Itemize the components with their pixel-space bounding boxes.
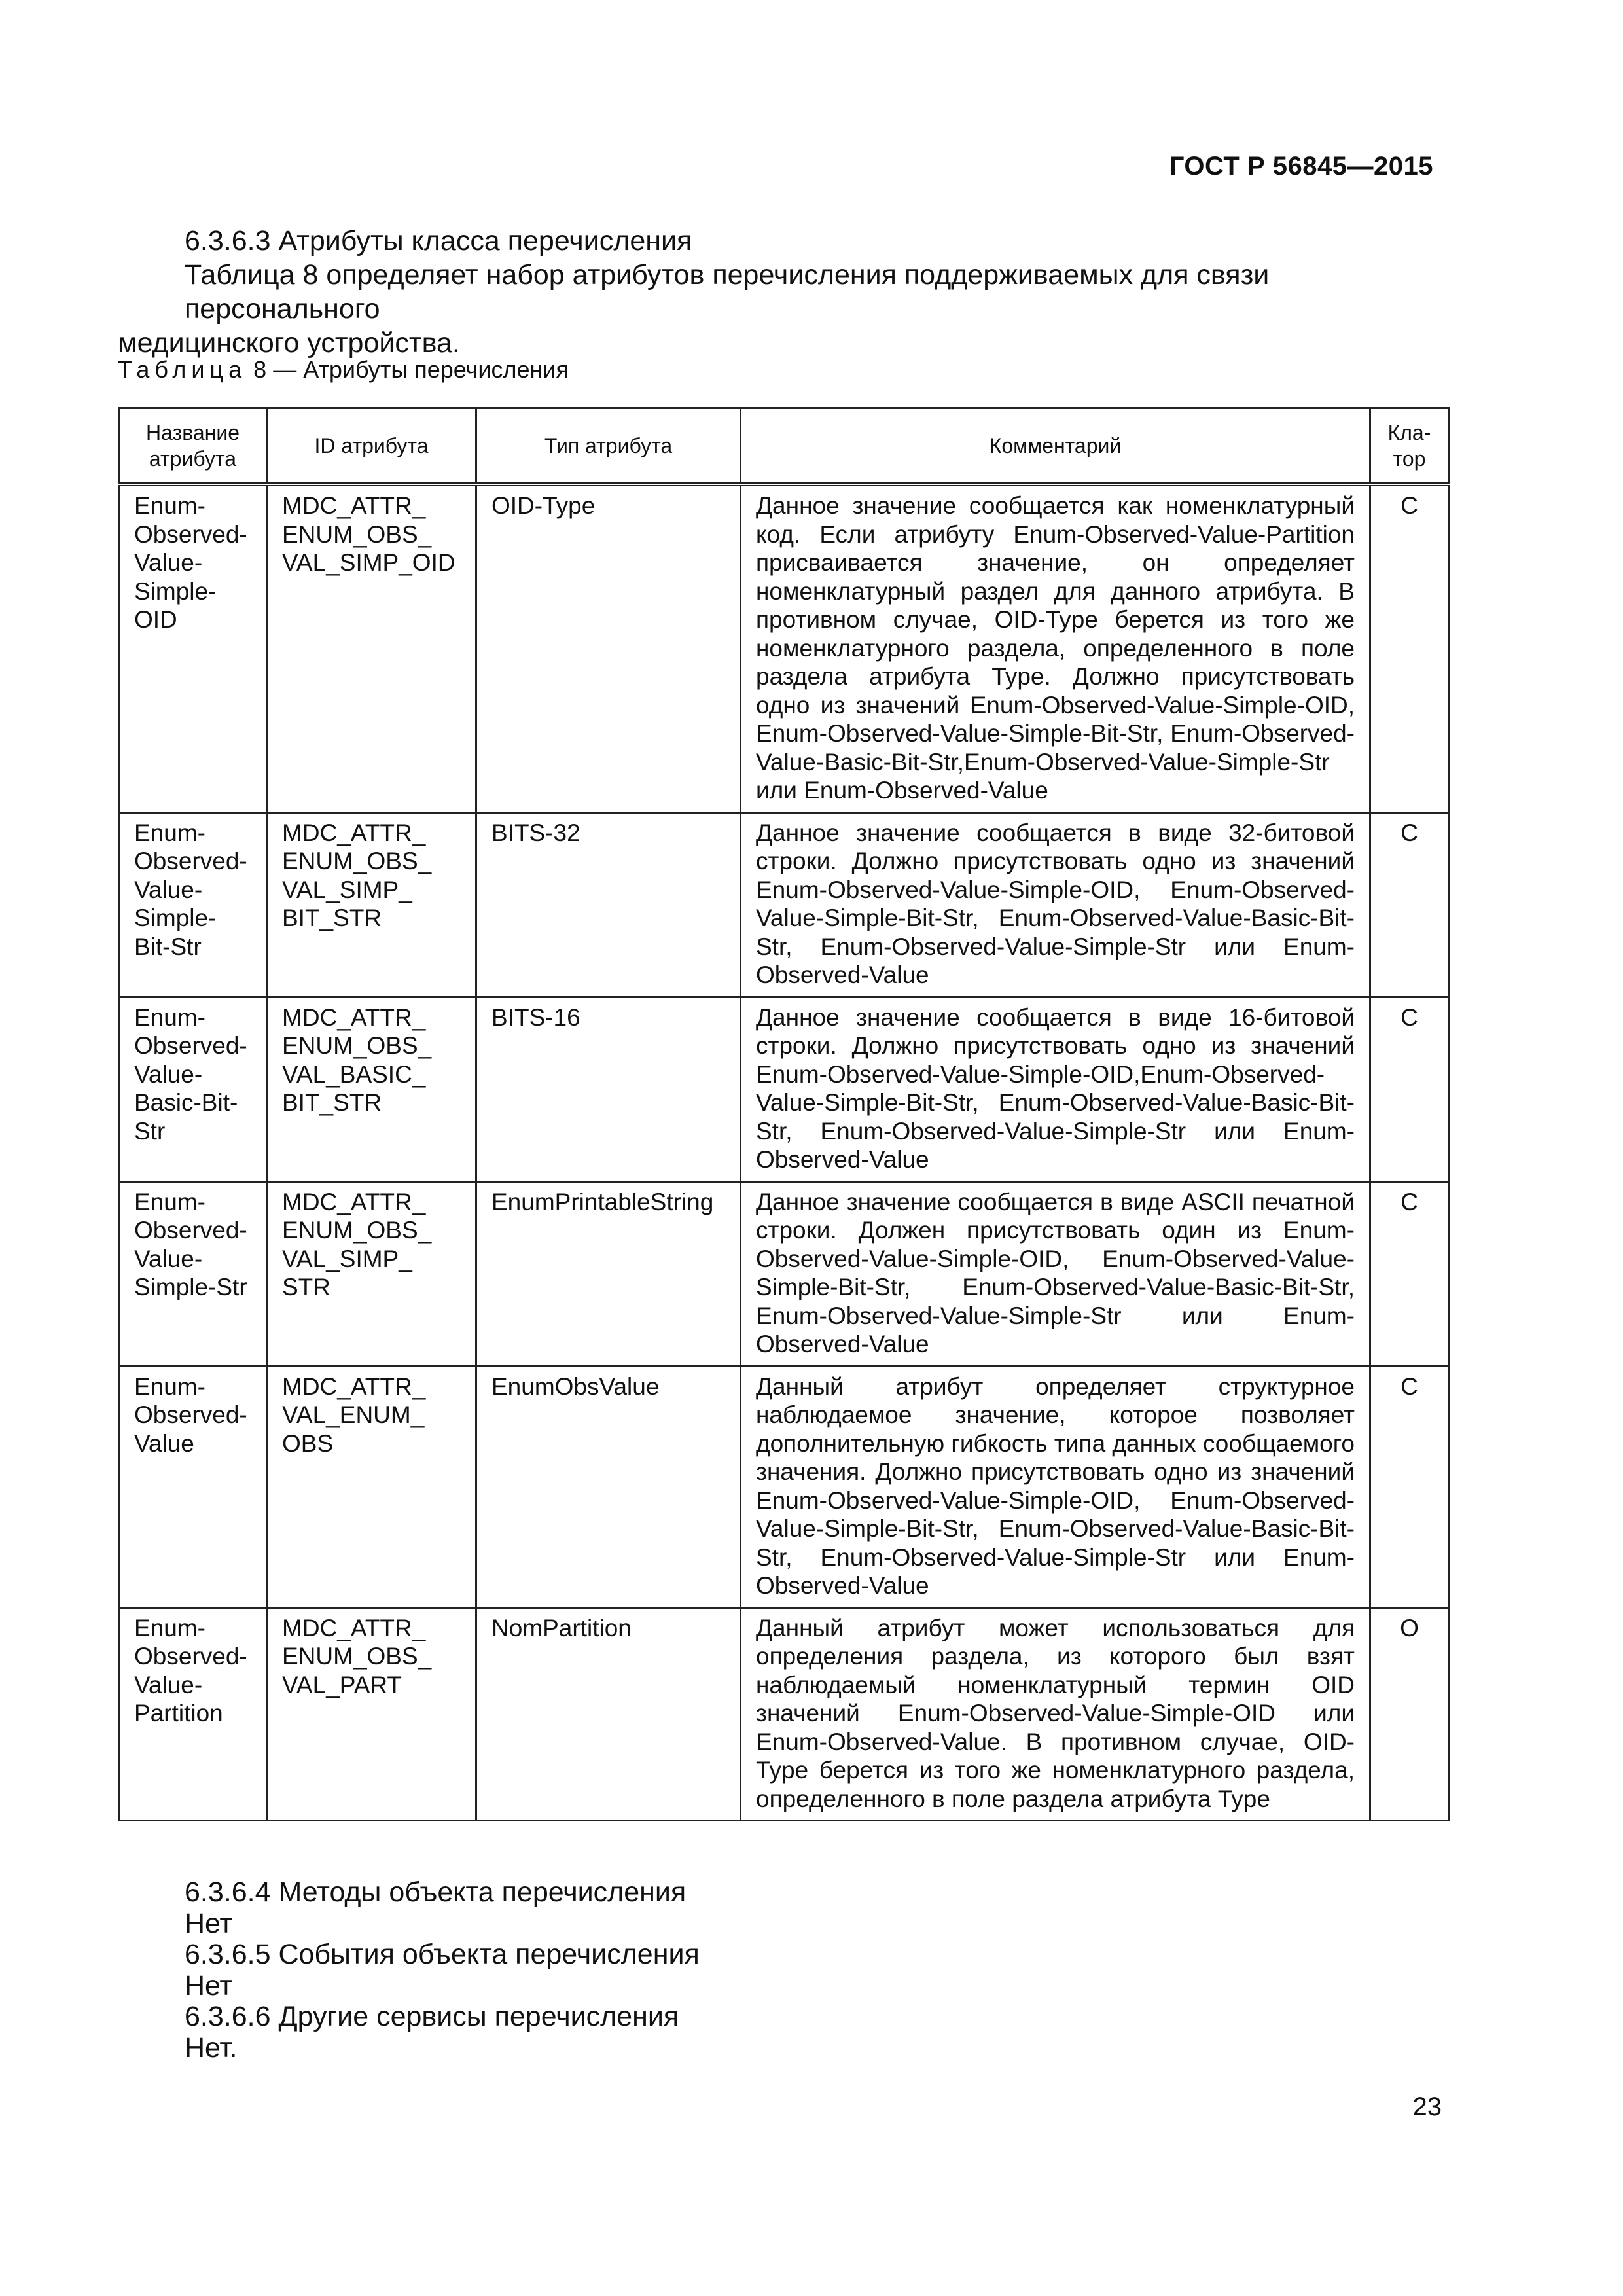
- table-row: [119, 997, 1449, 1181]
- table-row: [119, 1181, 1449, 1366]
- cell-attribute-name: Enum-Observed-Value-Partition: [119, 1607, 267, 1821]
- table-header-row: [119, 408, 1449, 485]
- cell-attribute-type: EnumPrintableString: [476, 1181, 741, 1366]
- cell-comment: Данный атрибут может использоваться для определения раздела, из которого был взят наблюдаемый номенклатурный термин OID значений Enum-Observed-Value-Simple-OID или Enum-Observed-Value. В противном случае, OID-Type берется из того же номенклатурного раздела, определенного в поле раздела атрибута Type: [741, 1607, 1370, 1821]
- cell-attribute-id: MDC_ATTR_ ENUM_OBS_ VAL_BASIC_ BIT_STR: [267, 997, 476, 1181]
- cell-attribute-name: Enum-Observed-Value: [119, 1366, 267, 1607]
- cell-comment: Данное значение сообщается как номенклатурный код. Если атрибуту Enum-Observed-Value-Partition присваивается значение, он определяет номенклатурный раздел для данного атрибута. В противном случае, OID-Type берется из того же номенклатурного раздела, определенного в поле раздела атрибута Type. Должно присутствовать одно из значений Enum-Observed-Value-Simple-OID, Enum-Observed-Value-Simple-Bit-Str, Enum-Observed-Value-Basic-Bit-Str,Enum-Observed-Value-Simple-Str или Enum-Observed-Value: [741, 484, 1370, 812]
- col-header-type: Тип атрибута: [476, 408, 741, 485]
- cell-comment: Данный атрибут определяет структурное наблюдаемое значение, которое позволяет дополнительную гибкость типа данных сообщаемого значения. Должно присутствовать одно из значений Enum-Observed-Value-Simple-OID, Enum-Observed-Value-Simple-Bit-Str, Enum-Observed-Value-Basic-Bit-Str, Enum-Observed-Value-Simple-Str или Enum-Observed-Value: [741, 1366, 1370, 1607]
- section-block: [118, 224, 1446, 360]
- events-heading: 6.3.6.5 События объекта перечисления: [185, 1939, 700, 1970]
- section-paragraph-line2: медицинского устройства.: [118, 327, 460, 359]
- services-value: Нет.: [185, 2032, 238, 2064]
- col-header-id: ID атрибута: [267, 408, 476, 485]
- cell-attribute-type: EnumObsValue: [476, 1366, 741, 1607]
- section-paragraph-line1: Таблица 8 определяет набор атрибутов перечисления поддерживаемых для связи персонального: [185, 259, 1270, 325]
- methods-heading: 6.3.6.4 Методы объекта перечисления: [185, 1876, 687, 1908]
- services-heading: 6.3.6.6 Другие сервисы перечисления: [185, 2001, 679, 2032]
- col-header-comment: Комментарий: [741, 408, 1370, 485]
- document-header: ГОСТ Р 56845—2015: [1169, 152, 1433, 181]
- col-header-qualifier: Кла-тор: [1370, 408, 1449, 485]
- events-value: Нет: [185, 1969, 233, 2001]
- table-caption-text: 8 — Атрибуты перечисления: [253, 356, 569, 383]
- following-sections: [118, 1877, 700, 2064]
- cell-attribute-id: MDC_ATTR_ ENUM_OBS_ VAL_SIMP_ BIT_STR: [267, 812, 476, 997]
- attributes-table: [118, 407, 1450, 1821]
- cell-qualifier: C: [1370, 1181, 1449, 1366]
- table-caption-label: Таблица: [118, 356, 247, 383]
- cell-attribute-id: MDC_ATTR_ ENUM_OBS_ VAL_SIMP_OID: [267, 484, 476, 812]
- table-row: [119, 812, 1449, 997]
- col-header-name: Название атрибута: [119, 408, 267, 485]
- cell-attribute-id: MDC_ATTR_ ENUM_OBS_ VAL_PART: [267, 1607, 476, 1821]
- section-heading: 6.3.6.3 Атрибуты класса перечисления: [185, 225, 692, 257]
- cell-attribute-type: BITS-16: [476, 997, 741, 1181]
- cell-comment: Данное значение сообщается в виде 16-битовой строки. Должно присутствовать одно из значений Enum-Observed-Value-Simple-OID,Enum-Observed-Value-Simple-Bit-Str, Enum-Observed-Value-Basic-Bit-Str, Enum-Observed-Value-Simple-Str или Enum-Observed-Value: [741, 997, 1370, 1181]
- cell-qualifier: C: [1370, 812, 1449, 997]
- cell-attribute-name: Enum-Observed-Value-Simple-OID: [119, 484, 267, 812]
- cell-attribute-type: NomPartition: [476, 1607, 741, 1821]
- cell-attribute-type: BITS-32: [476, 812, 741, 997]
- cell-attribute-type: OID-Type: [476, 484, 741, 812]
- cell-attribute-name: Enum-Observed-Value-Basic-Bit-Str: [119, 997, 267, 1181]
- cell-qualifier: C: [1370, 484, 1449, 812]
- cell-attribute-name: Enum-Observed-Value-Simple-Str: [119, 1181, 267, 1366]
- cell-qualifier: C: [1370, 1366, 1449, 1607]
- table-caption: [118, 356, 569, 384]
- cell-qualifier: C: [1370, 997, 1449, 1181]
- cell-attribute-id: MDC_ATTR_ VAL_ENUM_ OBS: [267, 1366, 476, 1607]
- table-row: [119, 1366, 1449, 1607]
- cell-qualifier: O: [1370, 1607, 1449, 1821]
- cell-comment: Данное значение сообщается в виде 32-битовой строки. Должно присутствовать одно из значений Enum-Observed-Value-Simple-OID, Enum-Observed-Value-Simple-Bit-Str, Enum-Observed-Value-Basic-Bit-Str, Enum-Observed-Value-Simple-Str или Enum-Observed-Value: [741, 812, 1370, 997]
- cell-comment: Данное значение сообщается в виде ASCII печатной строки. Должен присутствовать один из Enum-Observed-Value-Simple-OID, Enum-Observed-Value-Simple-Bit-Str, Enum-Observed-Value-Basic-Bit-Str, Enum-Observed-Value-Simple-Str или Enum-Observed-Value: [741, 1181, 1370, 1366]
- cell-attribute-name: Enum-Observed-Value-Simple-Bit-Str: [119, 812, 267, 997]
- page-number: 23: [1412, 2092, 1442, 2121]
- methods-value: Нет: [185, 1907, 233, 1939]
- table-row: [119, 1607, 1449, 1821]
- table-row: [119, 484, 1449, 812]
- cell-attribute-id: MDC_ATTR_ ENUM_OBS_ VAL_SIMP_ STR: [267, 1181, 476, 1366]
